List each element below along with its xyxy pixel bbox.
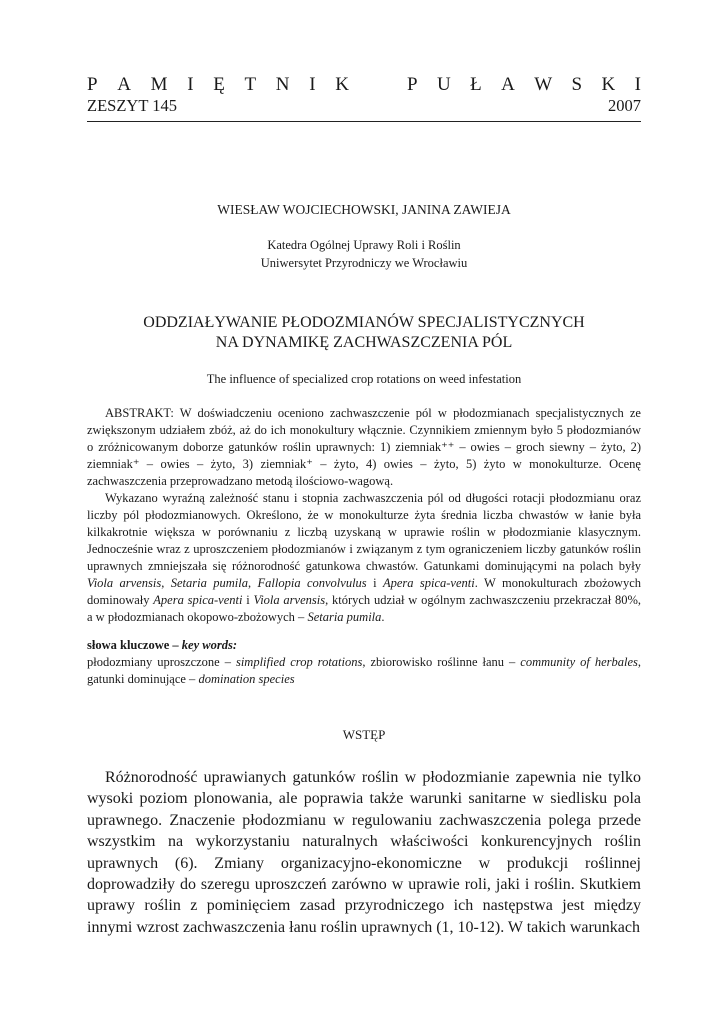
journal-letter: Ł — [470, 74, 482, 95]
keywords — [87, 637, 641, 688]
journal-title — [87, 74, 641, 96]
introduction-paragraph: Różnorodność uprawianych gatunków roślin w płodozmianie zapewnia nie tylko wysoki poziom plonowania, ale poprawia także warunki sanitarne w siedlisku pola uprawnego. Znaczenie płodozmianu w regulowaniu zachwaszczenia polega przede wszystkim na wykorzystaniu naturalnych właściwości konkurencyjnych roślin uprawnych (6). Zmiany organizacyjno-ekonomiczne w produkcji roślinnej doprowadziły do szeregu uproszczeń zarówno w uprawie roli, jaki i roślin. Skutkiem uprawy roślin z pominięciem zasad przyrodniczego ich następstwa jest między innymi wzrost zachwaszczenia łanu roślin uprawnych (1, 10-12). W takich warunkach — [87, 769, 641, 936]
species-name: Viola arvensis — [253, 593, 326, 607]
species-name: Apera spica-venti — [382, 576, 475, 590]
journal-letter: A — [501, 74, 515, 95]
species-name: Viola arvensis — [87, 576, 162, 590]
journal-letter: U — [436, 74, 451, 95]
keywords-list: płodozmiany uproszczone – simplified crop rotations, zbiorowisko roślinne łanu – community of herbales, gatunki dominujące – domination species — [87, 655, 642, 686]
authors: WIESŁAW WOJCIECHOWSKI, JANINA ZAWIEJA — [217, 202, 511, 217]
journal-letter: A — [117, 74, 131, 95]
affiliation-university: Uniwersytet Przyrodniczy we Wrocławiu — [260, 256, 468, 270]
abstract-paragraph-1: ABSTRAKT: W doświadczeniu oceniono zachwaszczenie pól w płodozmianach specjalistycznych ze zwiększonym udziałem zbóż, aż do ich monokultury włącznie. Czynnikiem zmiennym było 5 płodozmianów o zróżnicowanym doborze gatunków roślin uprawnych: 1) ziemniak⁺⁺ – owies – groch siewny – żyto, 2) ziemniak⁺ – owies – żyto, 3) ziemniak⁺ – żyto, 4) owies – żyto, 5) żyto w monokulturze. Ocenę zachwaszczenia przeprowadzano metodą ilościowo-wagową. — [87, 406, 641, 488]
journal-letter: P — [407, 74, 418, 95]
section-heading: WSTĘP — [342, 727, 386, 742]
journal-letter: I — [634, 74, 641, 95]
journal-letter: N — [275, 74, 290, 95]
species-name: Fallopia convolvulus — [257, 576, 367, 590]
journal-letter: T — [244, 74, 257, 95]
journal-letter: I — [309, 74, 316, 95]
journal-letter: M — [150, 74, 168, 95]
article-title-line2: NA DYNAMIKĘ ZACHWASZCZENIA PÓL — [215, 334, 513, 351]
journal-letter: Ę — [213, 74, 225, 95]
journal-letter: P — [87, 74, 98, 95]
header-divider — [87, 121, 641, 122]
article-title-line1: ODDZIAŁYWANIE PŁODOZMIANÓW SPECJALISTYCZNYCH — [143, 314, 585, 331]
journal-title-right — [407, 74, 641, 96]
journal-letter: K — [335, 74, 349, 95]
issue-line — [87, 96, 641, 116]
abstract-paragraph-2: Wykazano wyraźną zależność stanu i stopnia zachwaszczenia pól od długości rotacji płodozmianu oraz liczby pól płodozmianowych. Określono, że w monokulturze żyta średnia liczba chwastów w łanie była kilkakrotnie większa w porównaniu z liczbą uzyskaną w uprawie roślin w płodozmianie klasycznym. Jednocześnie wraz z uproszczeniem płodozmianów i związanym z tym ograniczeniem liczby gatunków roślin uprawnych zmniejszała się różnorodność gatunkowa chwastów. Gatunkami dominującymi na polach były Viola arvensis, Setaria pumila, Fallopia convolvulus i Apera spica-venti. W monokulturach zbożowych dominowały Apera spica-venti i Viola arvensis, których udział w ogólnym zachwaszczeniu przekraczał 80%, a w płodozmianach okopowo-zbożowych – Setaria pumila. — [87, 491, 641, 624]
journal-title-left — [87, 74, 349, 96]
journal-letter: K — [601, 74, 616, 95]
affiliation-department: Katedra Ogólnej Uprawy Roli i Roślin — [267, 238, 461, 252]
introduction — [87, 767, 641, 938]
issue-number: ZESZYT 145 — [87, 96, 177, 115]
journal-letter: I — [187, 74, 194, 95]
issue-year: 2007 — [608, 96, 641, 115]
journal-letter: S — [571, 74, 583, 95]
species-name: Setaria pumila — [170, 576, 248, 590]
abstract — [87, 405, 641, 626]
keywords-label: słowa kluczowe – key words: — [87, 638, 237, 652]
article-page — [87, 0, 641, 1024]
english-title: The influence of specialized crop rotations on weed infestation — [206, 372, 522, 386]
journal-letter: W — [534, 74, 553, 95]
species-name: Apera spica-venti — [153, 593, 243, 607]
species-name: Setaria pumila — [307, 610, 382, 624]
